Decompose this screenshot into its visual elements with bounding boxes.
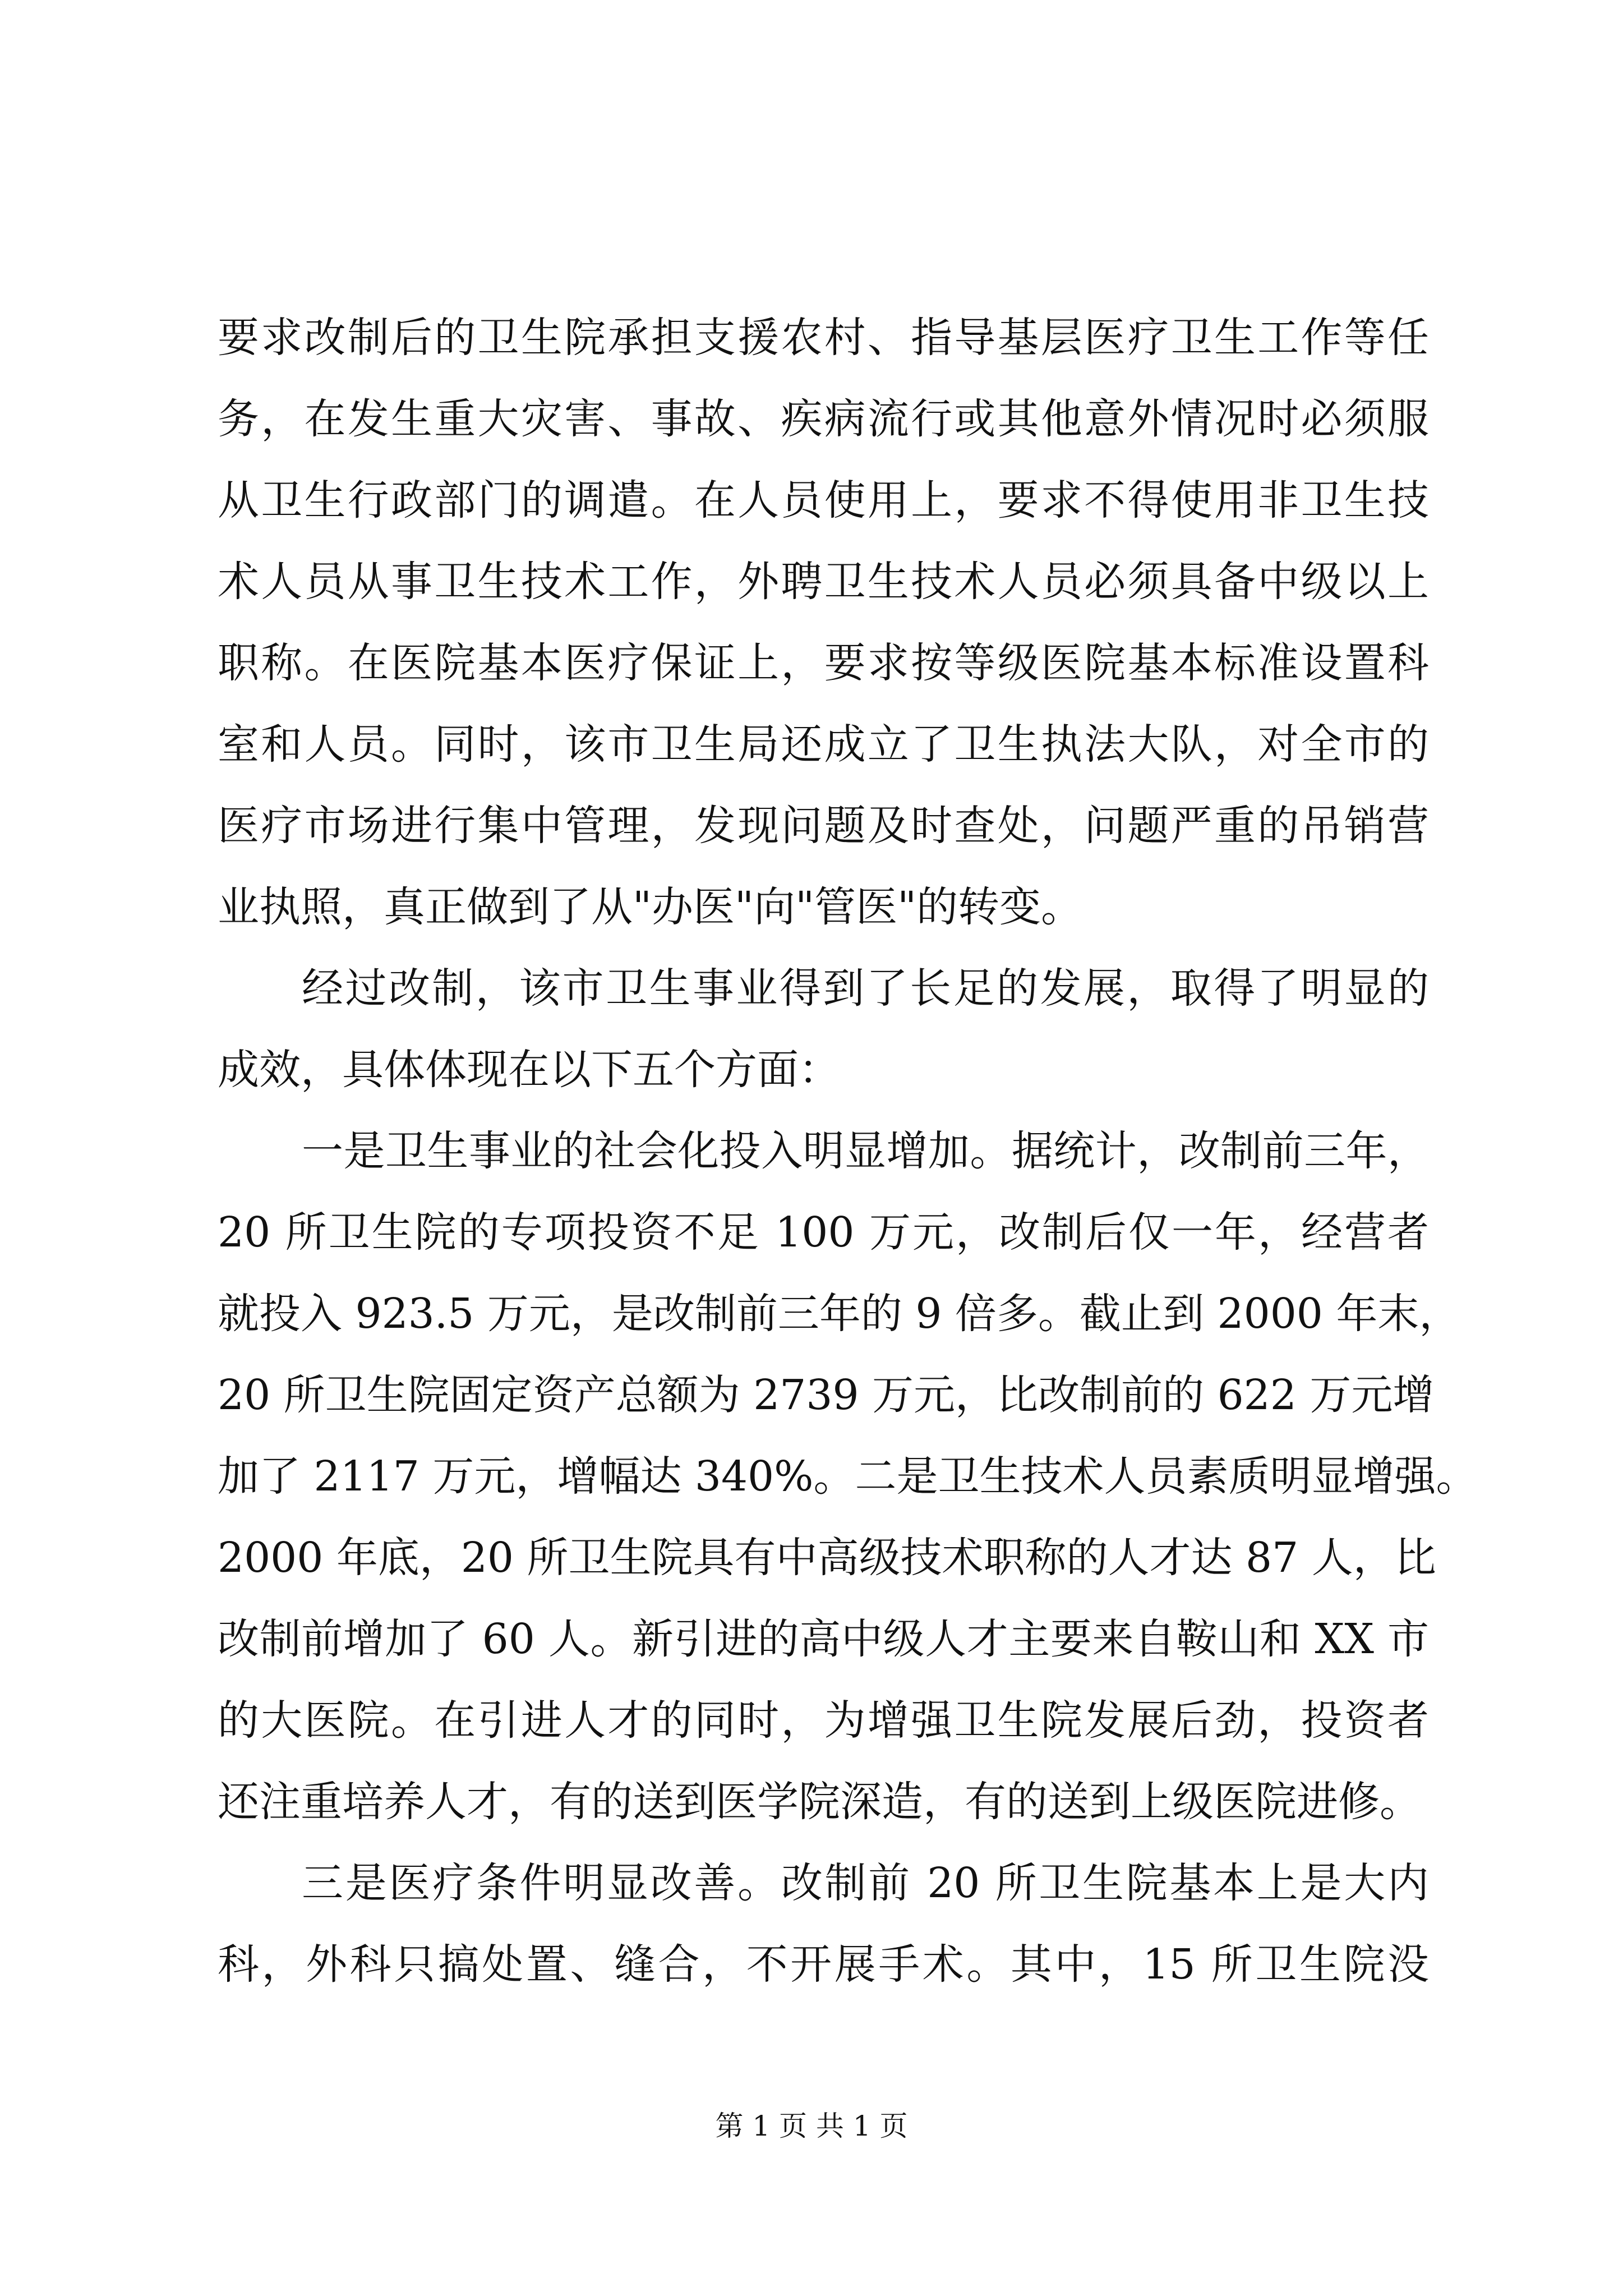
text-line: 要求改制后的卫生院承担支援农村、指导基层医疗卫生工作等任 — [218, 314, 1429, 362]
text-line: 20 所卫生院的专项投资不足 100 万元，改制后仅一年，经营者 — [218, 1208, 1429, 1257]
text-line: 的大医院。在引进人才的同时，为增强卫生院发展后劲，投资者 — [218, 1696, 1429, 1745]
text-line: 经过改制，该市卫生事业得到了长足的发展，取得了明显的 — [302, 964, 1429, 1013]
text-line: 室和人员。同时，该市卫生局还成立了卫生执法大队，对全市的 — [218, 720, 1429, 769]
text-line: 医疗市场进行集中管理，发现问题及时查处，问题严重的吊销营 — [218, 802, 1429, 850]
text-line: 2000 年底，20 所卫生院具有中高级技术职称的人才达 87 人，比 — [218, 1534, 1436, 1582]
text-line: 三是医疗条件明显改善。改制前 20 所卫生院基本上是大内 — [302, 1859, 1429, 1907]
text-line: 成效，具体体现在以下五个方面： — [218, 1046, 840, 1094]
document-body — [218, 297, 1478, 2005]
text-line: 20 所卫生院固定资产总额为 2739 万元，比改制前的 622 万元增 — [218, 1371, 1435, 1419]
page-number-label: 第 1 页 共 1 页 — [715, 2110, 908, 2142]
page-footer — [0, 2104, 1623, 2144]
text-line: 科，外科只搞处置、缝合，不开展手术。其中，15 所卫生院没 — [218, 1940, 1429, 1989]
text-line: 一是卫生事业的社会化投入明显增加。据统计，改制前三年， — [302, 1127, 1429, 1175]
text-line: 务，在发生重大灾害、事故、疾病流行或其他意外情况时必须服 — [218, 395, 1429, 443]
text-line: 术人员从事卫生技术工作，外聘卫生技术人员必须具备中级以上 — [218, 558, 1429, 606]
text-line: 从卫生行政部门的调遣。在人员使用上，要求不得使用非卫生技 — [218, 476, 1429, 524]
text-line: 职称。在医院基本医疗保证上，要求按等级医院基本标准设置科 — [218, 639, 1429, 687]
text-line: 改制前增加了 60 人。新引进的高中级人才主要来自鞍山和 XX 市 — [218, 1615, 1429, 1663]
text-line: 还注重培养人才，有的送到医学院深造，有的送到上级医院进修。 — [218, 1778, 1421, 1826]
text-line: 加了 2117 万元，增幅达 340%。二是卫生技术人员素质明显增强。 — [218, 1452, 1478, 1501]
text-line: 业执照，真正做到了从"办医"向"管医"的转变。 — [218, 883, 1083, 931]
text-line: 就投入 923.5 万元，是改制前三年的 9 倍多。截止到 2000 年末， — [218, 1290, 1461, 1338]
